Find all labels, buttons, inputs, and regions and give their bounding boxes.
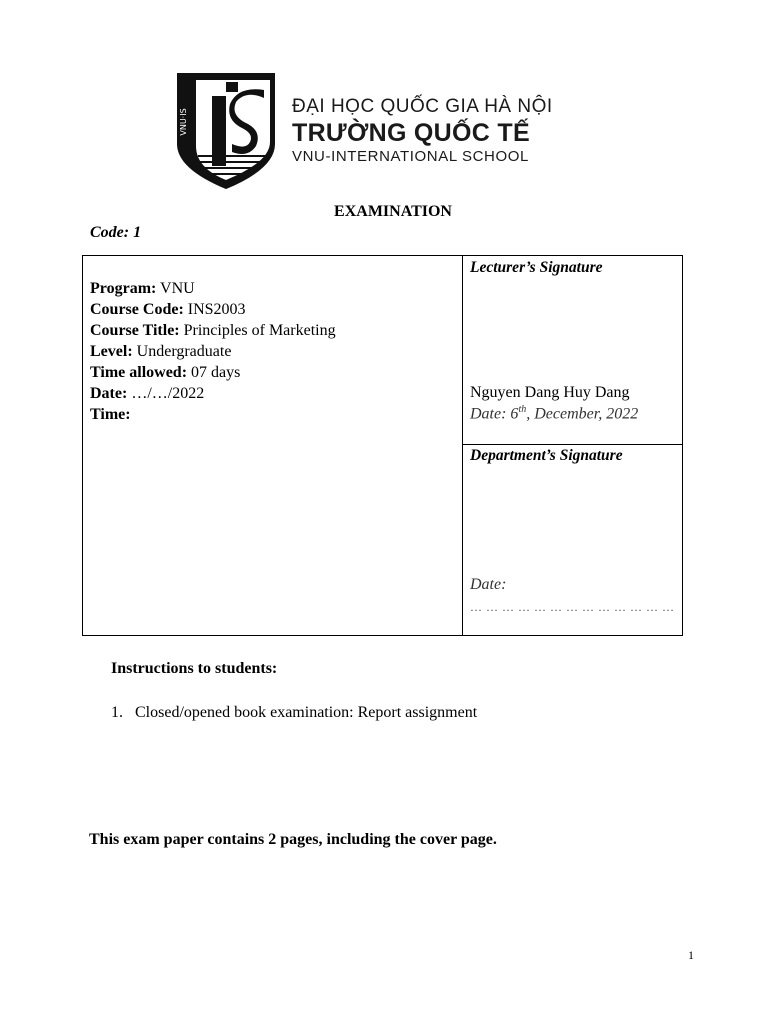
exam-info-table	[82, 255, 683, 636]
time-allowed-label: Time allowed:	[90, 364, 188, 381]
course-code-row	[90, 299, 336, 320]
instruction-item	[111, 704, 477, 722]
svg-text:VNU·IS: VNU·IS	[179, 108, 188, 136]
program-value: VNU	[156, 280, 195, 297]
course-code-label: Course Code:	[90, 301, 184, 318]
program-label: Program:	[90, 280, 157, 297]
course-info	[90, 278, 336, 425]
school-name-english: VNU-INTERNATIONAL SCHOOL	[292, 148, 529, 165]
university-name: ĐẠI HỌC QUỐC GIA HÀ NỘI	[292, 96, 553, 117]
time-allowed-row	[90, 362, 336, 383]
date-label: Date:	[90, 385, 128, 402]
department-date-label: Date:	[470, 576, 507, 593]
page-number: 1	[688, 948, 694, 962]
lecturer-name: Nguyen Dang Huy Dang	[470, 384, 630, 401]
lecturer-date-prefix: Date: 6	[470, 405, 519, 423]
lecturer-date	[470, 404, 638, 423]
school-logo	[176, 72, 276, 190]
time-row	[90, 404, 336, 425]
course-title-row	[90, 320, 336, 341]
school-name	[292, 96, 553, 166]
lecturer-signature-heading: Lecturer’s Signature	[470, 259, 603, 276]
date-row	[90, 383, 336, 404]
course-code-value: INS2003	[183, 301, 246, 318]
instructions-heading: Instructions to students:	[111, 660, 278, 677]
lecturer-date-suffix: , December, 2022	[526, 405, 639, 423]
course-title-value: Principles of Marketing	[179, 322, 336, 339]
date-value: …/…/2022	[127, 385, 205, 402]
level-value: Undergraduate	[132, 343, 232, 360]
exam-code: Code: 1	[90, 224, 142, 241]
exam-title: EXAMINATION	[334, 203, 452, 220]
instruction-number: 1.	[111, 704, 123, 721]
time-allowed-value: 07 days	[187, 364, 241, 381]
page-count-note: This exam paper contains 2 pages, including the cover page.	[89, 831, 497, 848]
department-date-blank: … … … … … … … … … … … … …	[470, 600, 675, 614]
instruction-text: Closed/opened book examination: Report assignment	[135, 704, 478, 721]
lecturer-date-sup: th	[518, 404, 527, 415]
time-label: Time:	[90, 406, 131, 423]
level-label: Level:	[90, 343, 133, 360]
column-divider	[462, 256, 463, 635]
row-divider	[462, 444, 682, 445]
school-name-vietnamese: TRƯỜNG QUỐC TẾ	[292, 119, 530, 147]
department-signature-heading: Department’s Signature	[470, 447, 623, 464]
course-title-label: Course Title:	[90, 322, 180, 339]
level-row	[90, 341, 336, 362]
program-row	[90, 278, 336, 299]
